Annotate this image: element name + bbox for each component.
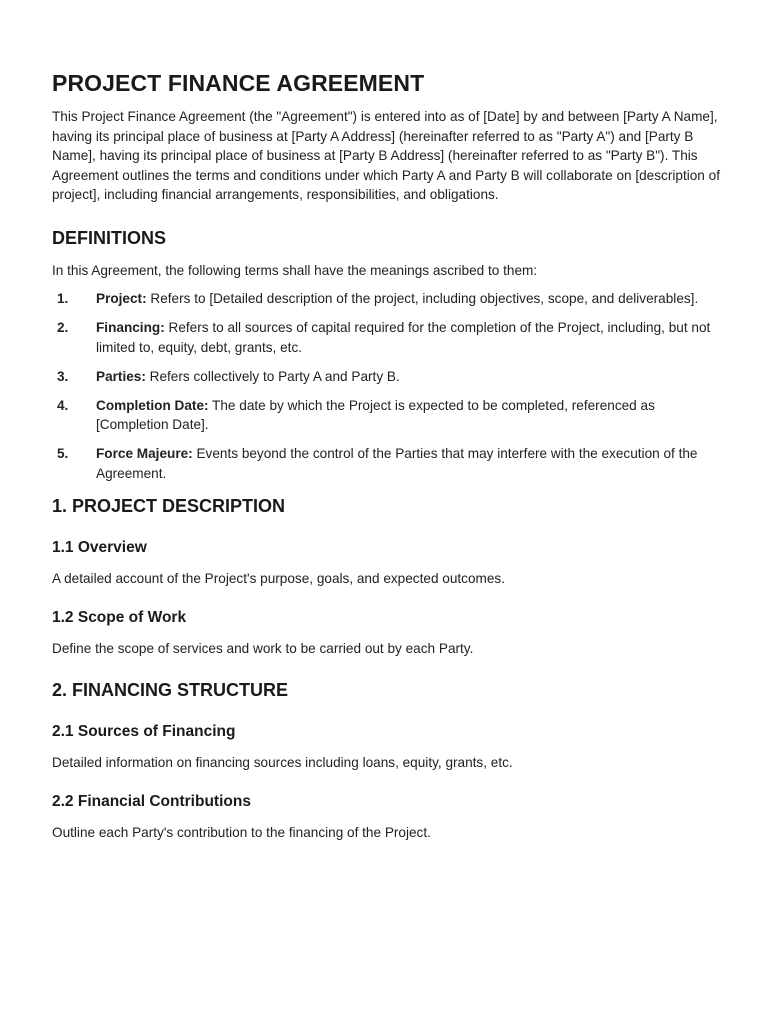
subsection-2-2-text: Outline each Party's contribution to the financing of the Project. xyxy=(52,824,431,840)
definitions-lead: In this Agreement, the following terms shall have the meanings ascribed to them: xyxy=(52,262,538,278)
list-item-term: Completion Date: xyxy=(96,397,209,413)
section2-heading: 2. FINANCING STRUCTURE xyxy=(52,680,289,700)
definitions-heading: DEFINITIONS xyxy=(52,227,167,248)
subsection-1-1-text: A detailed account of the Project's purpose, goals, and expected outcomes. xyxy=(52,571,505,586)
list-item-body xyxy=(96,444,722,483)
list-item-number: 2. xyxy=(57,320,69,335)
section1-heading: 1. PROJECT DESCRIPTION xyxy=(52,496,286,516)
list-item xyxy=(52,444,722,483)
document-page xyxy=(52,70,722,842)
subsection-2-2-heading: 2.2 Financial Contributions xyxy=(52,792,251,810)
list-item-term: Force Majeure: xyxy=(96,446,193,461)
list-item-number: 3. xyxy=(57,368,69,384)
list-item-body xyxy=(96,318,722,357)
list-item xyxy=(52,289,722,309)
list-item-body xyxy=(96,289,722,309)
list-item-term: Project: xyxy=(96,291,147,306)
list-item-number: 4. xyxy=(57,397,69,413)
list-item xyxy=(52,367,722,387)
list-item-number: 1. xyxy=(57,291,69,306)
subsection-1-2-heading: 1.2 Scope of Work xyxy=(52,608,187,626)
definitions-list xyxy=(52,289,722,483)
subsection-2-1-text: Detailed information on financing sources including loans, equity, grants, etc. xyxy=(52,755,513,770)
list-item-term: Financing: xyxy=(96,320,165,335)
list-item xyxy=(52,396,722,435)
list-item-body xyxy=(96,396,722,435)
list-item-term: Parties: xyxy=(96,368,146,384)
list-item-text: The date by which the Project is expected to be completed, referenced as [Completion Date]. xyxy=(96,397,655,432)
list-item-body xyxy=(96,367,722,387)
list-item xyxy=(52,318,722,357)
document-title: PROJECT FINANCE AGREEMENT xyxy=(52,70,425,96)
subsection-1-2-text: Define the scope of services and work to be carried out by each Party. xyxy=(52,640,474,656)
intro-paragraph: This Project Finance Agreement (the "Agreement") is entered into as of [Date] by and between [Party A Name], having its principal place of business at [Party A Address] (hereinafter referred to as "Party A") and [Party B Name], having its principal place of business at [Party B Address] (hereinafter referred to as "Party B"). This Agreement outlines the terms and conditions under which Party A and Party B will collaborate on [description of project], including financial arrangements, responsibilities, and obligations. xyxy=(52,109,720,202)
list-item-text: Events beyond the control of the Parties that may interfere with the execution of the Agreement. xyxy=(96,446,698,481)
subsection-1-1-heading: 1.1 Overview xyxy=(52,539,147,556)
list-item-text: Refers collectively to Party A and Party B. xyxy=(145,368,400,384)
subsection-2-1-heading: 2.1 Sources of Financing xyxy=(52,723,236,740)
list-item-text: Refers to all sources of capital required for the completion of the Project, including, but not limited to, equity, debt, grants, etc. xyxy=(96,320,711,355)
list-item-number: 5. xyxy=(57,446,69,461)
list-item-text: Refers to [Detailed description of the project, including objectives, scope, and deliverables]. xyxy=(146,291,699,306)
